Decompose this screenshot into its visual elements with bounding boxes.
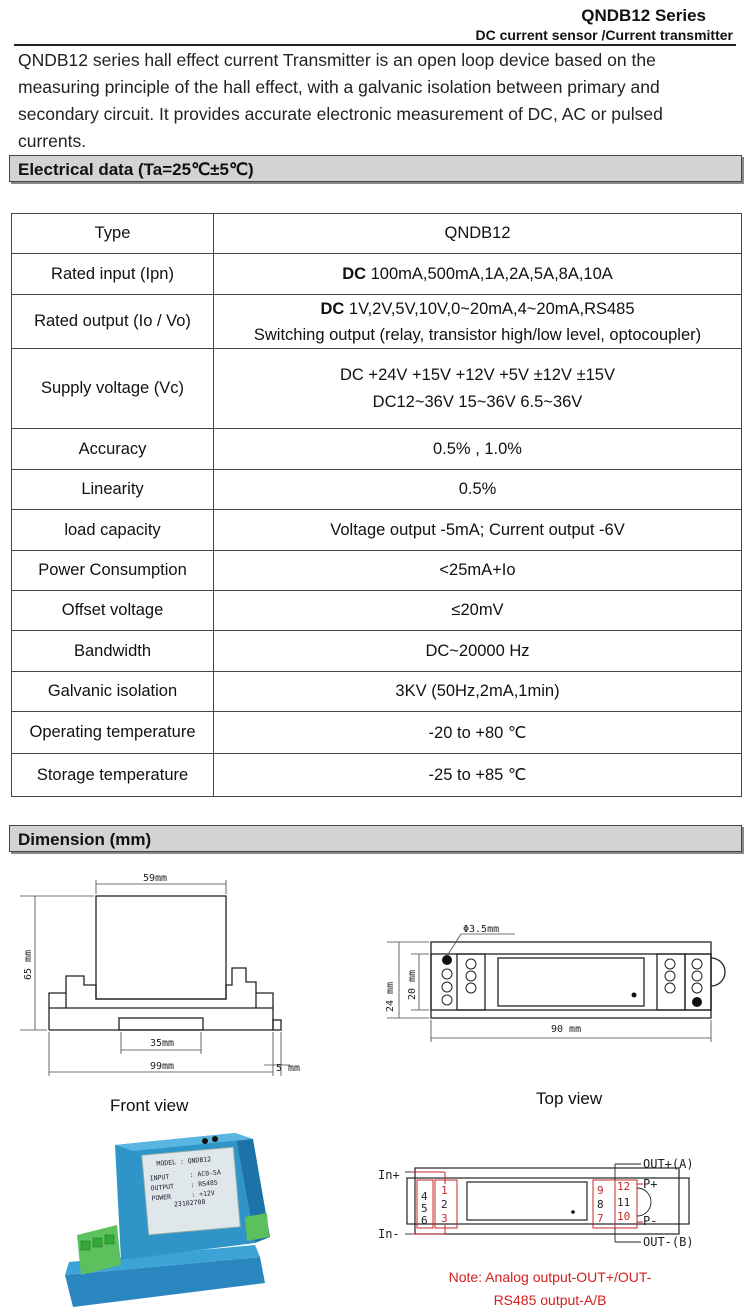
spec-label: Rated input (Ipn) bbox=[12, 254, 214, 295]
spec-label: load capacity bbox=[12, 510, 214, 551]
pin-7: 7 bbox=[597, 1212, 604, 1225]
wiring-p-plus: P+ bbox=[643, 1177, 658, 1191]
spec-value-prefix: DC bbox=[342, 264, 367, 283]
pin-4: 4 bbox=[421, 1190, 428, 1203]
spec-value-line2: DC12~36V 15~36V 6.5~36V bbox=[372, 392, 583, 411]
photo-model-text: MODEL : QNDB12 bbox=[156, 1155, 212, 1168]
front-pin-label: 5 mm bbox=[276, 1063, 301, 1074]
pin-6: 6 bbox=[421, 1214, 428, 1227]
top-inner-label: 20 mm bbox=[407, 969, 418, 1000]
spec-label: Operating temperature bbox=[12, 712, 214, 754]
front-width-label: 59mm bbox=[143, 873, 168, 884]
header-divider bbox=[14, 44, 736, 46]
table-row bbox=[12, 672, 742, 712]
table-row bbox=[12, 591, 742, 631]
table-row bbox=[12, 429, 742, 470]
photo-serial: 23102708 bbox=[173, 1197, 206, 1209]
electrical-spec-table bbox=[11, 213, 742, 797]
table-row bbox=[12, 470, 742, 510]
intro-paragraph: QNDB12 series hall effect current Transmitter is an open loop device based on the measuring principle of the hall effect, with a galvanic isolation between primary and secondary circuit. It provides accurate electronic measurement of DC, AC or pulsed currents. bbox=[18, 50, 663, 151]
wiring-out-plus: OUT+(A) bbox=[643, 1157, 694, 1171]
table-row bbox=[12, 349, 742, 429]
top-length-label: 90 mm bbox=[551, 1024, 582, 1035]
table-row bbox=[12, 295, 742, 349]
front-view-caption: Front view bbox=[110, 1096, 189, 1115]
front-view-drawing bbox=[0, 860, 330, 1085]
table-row bbox=[12, 712, 742, 754]
spec-value: ≤20mV bbox=[214, 591, 742, 631]
output-note bbox=[400, 1266, 700, 1312]
pin-3: 3 bbox=[441, 1212, 448, 1225]
spec-label: Power Consumption bbox=[12, 551, 214, 591]
spec-label: Galvanic isolation bbox=[12, 672, 214, 712]
spec-value-text: 1V,2V,5V,10V,0~20mA,4~20mA,RS485 bbox=[344, 299, 635, 318]
pin-9: 9 bbox=[597, 1184, 604, 1197]
spec-value-line2: Switching output (relay, transistor high/low level, optocoupler) bbox=[253, 325, 702, 344]
spec-value: <25mA+Io bbox=[214, 551, 742, 591]
spec-value bbox=[214, 295, 742, 349]
top-hole-label: Φ3.5mm bbox=[463, 924, 500, 935]
spec-value: Voltage output -5mA; Current output -6V bbox=[214, 510, 742, 551]
spec-value: -25 to +85 ℃ bbox=[214, 754, 742, 797]
table-row bbox=[12, 551, 742, 591]
electrical-data-heading: Electrical data (Ta=25℃±5℃) bbox=[9, 155, 742, 182]
table-row bbox=[12, 214, 742, 254]
spec-value-text: 100mA,500mA,1A,2A,5A,8A,10A bbox=[366, 264, 613, 283]
pin-11: 11 bbox=[617, 1196, 631, 1209]
spec-label: Offset voltage bbox=[12, 591, 214, 631]
spec-value bbox=[214, 349, 742, 429]
photo-input-label: INPUT bbox=[149, 1172, 170, 1183]
photo-power-label: POWER bbox=[151, 1192, 172, 1203]
wiring-in-plus: In+ bbox=[378, 1168, 400, 1182]
spec-label: Type bbox=[12, 214, 214, 254]
front-base-label: 99mm bbox=[150, 1061, 175, 1072]
spec-label: Accuracy bbox=[12, 429, 214, 470]
wiring-in-minus: In- bbox=[378, 1227, 400, 1241]
spec-label: Supply voltage (Vc) bbox=[12, 349, 214, 429]
spec-value: -20 to +80 ℃ bbox=[214, 712, 742, 754]
photo-output-label: OUTPUT bbox=[150, 1182, 175, 1193]
dimension-heading: Dimension (mm) bbox=[9, 825, 742, 852]
pin-10: 10 bbox=[617, 1210, 631, 1223]
pin-5: 5 bbox=[421, 1202, 428, 1215]
series-title: QNDB12 Series bbox=[581, 6, 706, 25]
product-photo bbox=[55, 1125, 275, 1310]
series-subtitle: DC current sensor /Current transmitter bbox=[475, 27, 733, 43]
spec-value: QNDB12 bbox=[214, 214, 742, 254]
pin-1: 1 bbox=[441, 1184, 448, 1197]
spec-value-text: DC +24V +15V +12V +5V ±12V ±15V bbox=[340, 365, 615, 384]
spec-value: DC~20000 Hz bbox=[214, 631, 742, 672]
pin-8: 8 bbox=[597, 1198, 604, 1211]
table-row bbox=[12, 631, 742, 672]
top-view-caption: Top view bbox=[536, 1089, 603, 1108]
spec-label: Bandwidth bbox=[12, 631, 214, 672]
note-line-2: RS485 output-A/B bbox=[493, 1292, 607, 1308]
wiring-out-minus: OUT-(B) bbox=[643, 1235, 694, 1249]
spec-label: Linearity bbox=[12, 470, 214, 510]
wiring-p-minus: P- bbox=[643, 1214, 658, 1228]
photo-input-value: : AC0-5A bbox=[189, 1168, 222, 1180]
pin-2: 2 bbox=[441, 1198, 448, 1211]
wiring-diagram bbox=[375, 1150, 735, 1265]
front-height-label: 65 mm bbox=[23, 949, 34, 980]
front-inner-label: 35mm bbox=[150, 1038, 175, 1049]
pin-12: 12 bbox=[617, 1180, 631, 1193]
spec-value: 3KV (50Hz,2mA,1min) bbox=[214, 672, 742, 712]
spec-value: 0.5% bbox=[214, 470, 742, 510]
table-row bbox=[12, 254, 742, 295]
photo-output-value: : RS485 bbox=[190, 1178, 219, 1190]
spec-value-prefix: DC bbox=[320, 299, 345, 318]
spec-label: Storage temperature bbox=[12, 754, 214, 797]
spec-value: 0.5% , 1.0% bbox=[214, 429, 742, 470]
photo-power-value: : +12V bbox=[191, 1188, 216, 1199]
top-view-drawing bbox=[375, 920, 735, 1050]
table-row bbox=[12, 510, 742, 551]
spec-label: Rated output (Io / Vo) bbox=[12, 295, 214, 349]
table-row bbox=[12, 754, 742, 797]
note-line-1: Note: Analog output-OUT+/OUT- bbox=[448, 1269, 652, 1285]
top-outer-label: 24 mm bbox=[385, 981, 396, 1012]
spec-value bbox=[214, 254, 742, 295]
